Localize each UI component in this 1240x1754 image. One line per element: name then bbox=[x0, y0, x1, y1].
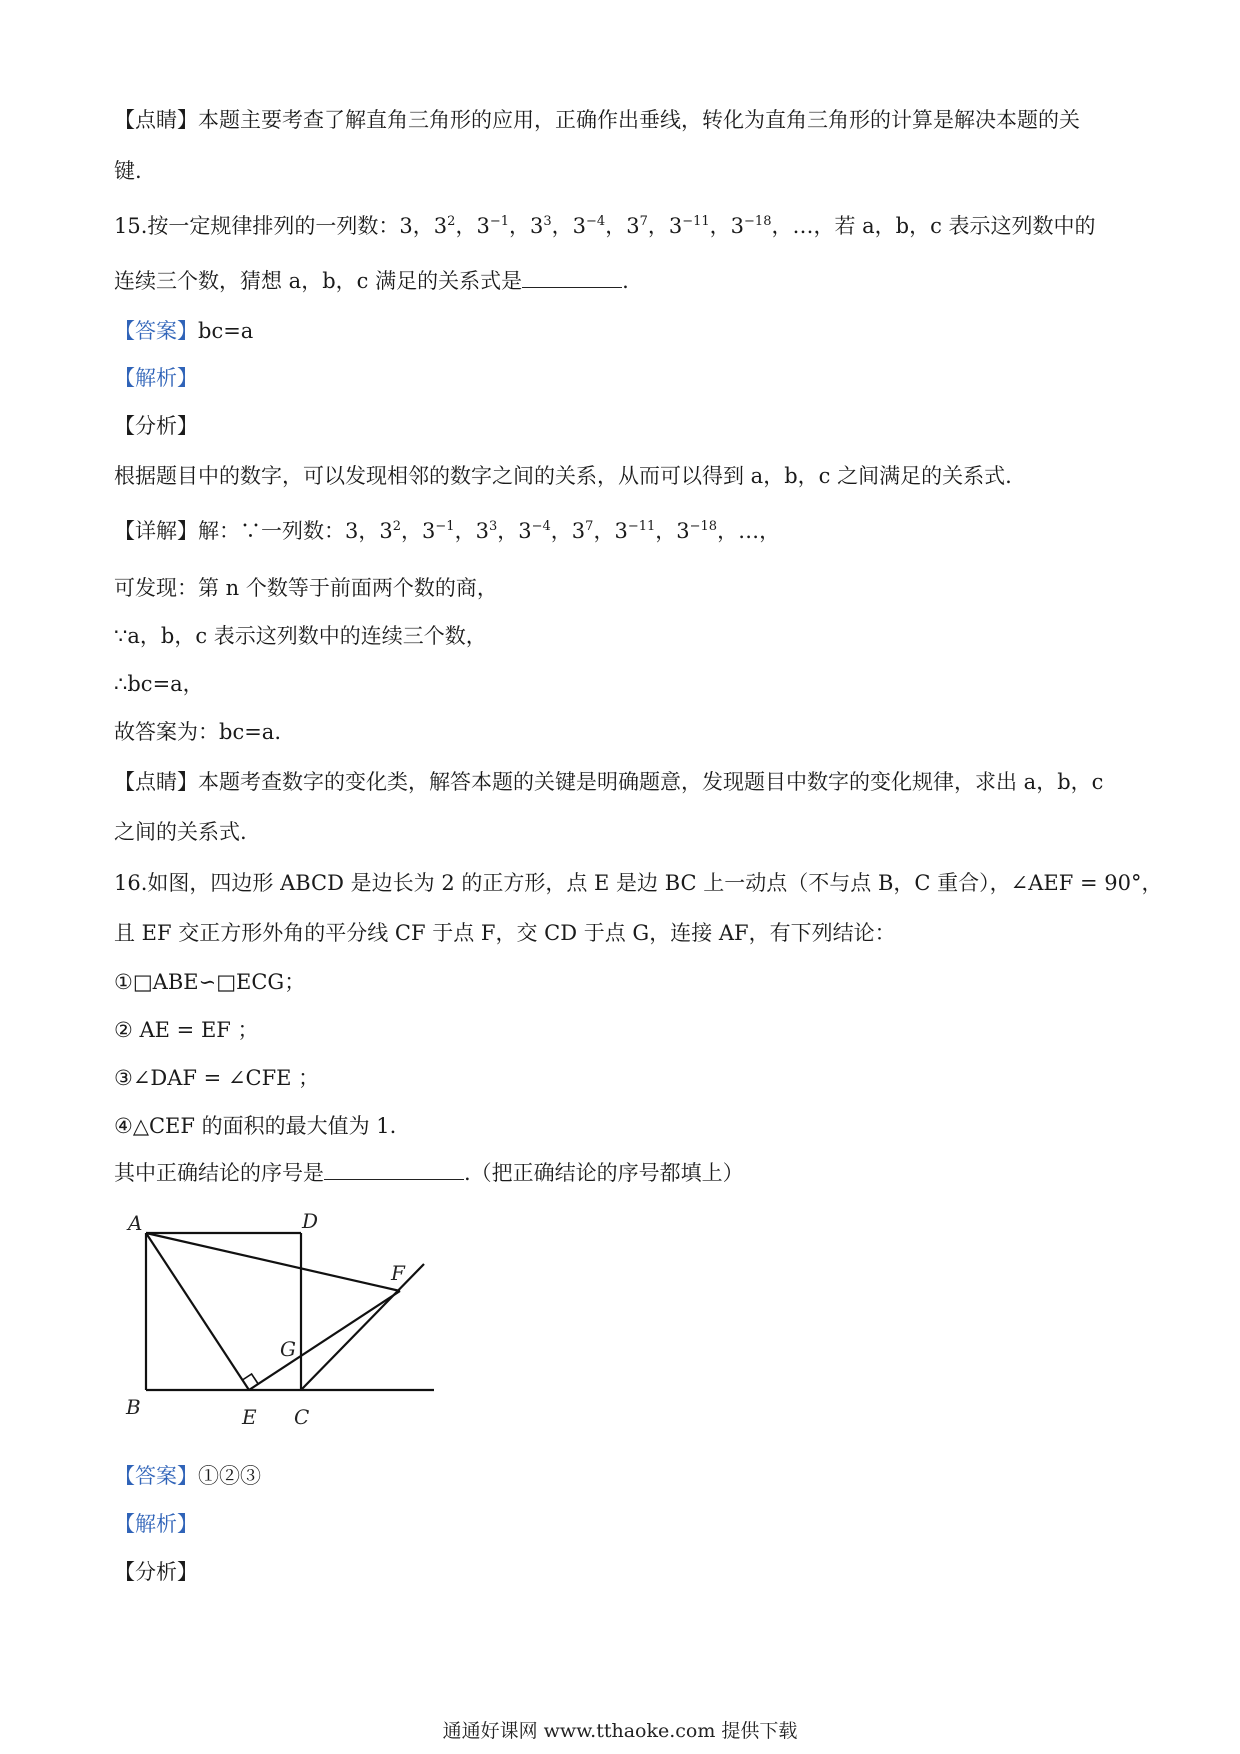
term-base: 3 bbox=[379, 519, 393, 543]
comment-tag: 【点睛】 bbox=[114, 770, 198, 794]
term-exponent: −4 bbox=[531, 519, 551, 534]
term-base: 3 bbox=[626, 214, 640, 238]
term-exponent: −18 bbox=[744, 214, 772, 229]
sequence: 3，$3^2$，$3^{-1}$，$3^3$，$3^{-4}$，$3^7$，$3^{-11}$，$3^{-18}$， bbox=[345, 519, 739, 543]
q16-fenxi-tag: 【分析】 bbox=[114, 1560, 198, 1584]
label-F: F bbox=[391, 1261, 405, 1285]
term-exponent: 3 bbox=[543, 214, 552, 229]
q16-question-line1: 16.如图，四边形 ABCD 是边长为 2 的正方形，点 E 是边 BC 上一动点（不与点 B，C 重合），∠AEF = 90°， bbox=[114, 871, 1163, 895]
comment-text: 键. bbox=[114, 159, 142, 183]
q15-analysis-tag: 【解析】 bbox=[114, 366, 198, 390]
term-exponent: 3 bbox=[488, 519, 498, 534]
term-base: 3 bbox=[668, 214, 683, 238]
answer-text: bc=a bbox=[198, 319, 254, 343]
segment-AE bbox=[146, 1233, 249, 1390]
term-base: 3 bbox=[345, 519, 359, 543]
label-C: C bbox=[294, 1405, 310, 1429]
q15-step3: ∴bc=a， bbox=[114, 672, 204, 696]
q15-fenxi-text: 根据题目中的数字，可以发现相邻的数字之间的关系，从而可以得到 a，b，c 之间满足的关系式. bbox=[114, 464, 1012, 488]
q15-step4: 故答案为：bc=a. bbox=[114, 720, 281, 744]
ask-end: .（把正确结论的序号都填上） bbox=[464, 1161, 744, 1185]
detail-tag: 【详解】 bbox=[114, 519, 198, 543]
comment-text: 本题主要考查了解直角三角形的应用，正确作出垂线，转化为直角三角形的计算是解决本题的关 bbox=[198, 108, 1080, 132]
label-A: A bbox=[128, 1211, 143, 1235]
label-B: B bbox=[126, 1395, 141, 1419]
q16-conclusion-3: ③∠DAF = ∠CFE ； bbox=[114, 1066, 320, 1090]
question-end: . bbox=[622, 269, 629, 293]
q15-step2: ∵a，b，c 表示这列数中的连续三个数， bbox=[114, 624, 487, 648]
ask-text: 其中正确结论的序号是 bbox=[114, 1161, 324, 1185]
comment-text: 本题考查数字的变化类，解答本题的关键是明确题意，发现题目中数字的变化规律，求出 a，b，c bbox=[198, 770, 1104, 794]
question-suffix: …，若 a，b，c 表示这列数中的 bbox=[792, 214, 1096, 238]
term-base: 3 bbox=[614, 519, 628, 543]
term-exponent: 2 bbox=[392, 519, 402, 534]
q16-question-line2: 且 EF 交正方形外角的平分线 CF 于点 F，交 CD 于点 G，连接 AF，有下列结论： bbox=[114, 921, 896, 945]
term-exponent: 2 bbox=[447, 214, 456, 229]
term-base: 3 bbox=[730, 214, 745, 238]
term-exponent: −11 bbox=[627, 519, 656, 534]
term-base: 3 bbox=[518, 519, 532, 543]
q16-conclusion-2: ② AE = EF ； bbox=[114, 1018, 259, 1042]
detail-prefix: 解：∵一列数： bbox=[198, 519, 345, 543]
term-exponent: −1 bbox=[435, 519, 455, 534]
answer-tag: 【答案】 bbox=[114, 1464, 198, 1488]
q16-answer-line bbox=[114, 1460, 261, 1490]
label-E: E bbox=[242, 1405, 257, 1429]
question-prefix: 15.按一定规律排列的一列数： bbox=[114, 214, 400, 238]
term-base: 3 bbox=[399, 214, 413, 238]
term-exponent: −18 bbox=[689, 519, 718, 534]
q16-conclusion-1: ①□ABE∽□ECG； bbox=[114, 970, 306, 994]
answer-text: ①②③ bbox=[198, 1464, 261, 1488]
label-G: G bbox=[280, 1337, 296, 1361]
term-exponent: −1 bbox=[489, 214, 509, 229]
detail-suffix: …， bbox=[738, 519, 781, 543]
comment-tag: 【点睛】 bbox=[114, 108, 198, 132]
term-exponent: 7 bbox=[639, 214, 648, 229]
term-base: 3 bbox=[529, 214, 544, 238]
sequence: 3，$3^2$，$3^{-1}$，$3^3$，$3^{-4}$，$3^7$，$3^{-11}$，$3^{-18}$， bbox=[399, 214, 793, 238]
question-text: 连续三个数，猜想 a，b，c 满足的关系式是 bbox=[114, 269, 523, 293]
q15-step1: 可发现：第 n 个数等于前面两个数的商， bbox=[114, 576, 498, 600]
term-exponent: −11 bbox=[682, 214, 710, 229]
answer-tag: 【答案】 bbox=[114, 319, 198, 343]
term-base: 3 bbox=[676, 519, 690, 543]
term-base: 3 bbox=[475, 519, 489, 543]
term-base: 3 bbox=[571, 519, 586, 543]
segment-EF bbox=[249, 1291, 400, 1390]
term-base: 3 bbox=[476, 214, 490, 238]
term-base: 3 bbox=[572, 214, 587, 238]
term-exponent: 7 bbox=[585, 519, 594, 534]
term-exponent: −4 bbox=[586, 214, 606, 229]
q16-analysis-tag: 【解析】 bbox=[114, 1512, 198, 1536]
page-footer: 通通好课网 www.tthaoke.com 提供下载 bbox=[442, 1720, 798, 1742]
q15-comment-line2: 之间的关系式. bbox=[114, 820, 247, 844]
term-base: 3 bbox=[433, 214, 448, 238]
term-base: 3 bbox=[422, 519, 436, 543]
label-D: D bbox=[302, 1209, 319, 1233]
q15-fenxi-tag: 【分析】 bbox=[114, 414, 198, 438]
q16-conclusion-4: ④△CEF 的面积的最大值为 1. bbox=[114, 1114, 397, 1138]
segment-AF bbox=[146, 1233, 400, 1291]
